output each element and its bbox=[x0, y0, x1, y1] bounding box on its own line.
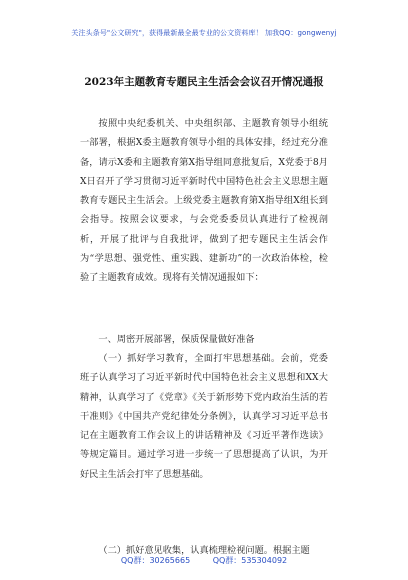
footer bbox=[0, 555, 408, 566]
footer-qq-group-1: QQ群：30265665 bbox=[120, 556, 191, 565]
paragraph-text: 按照中央纪委机关、中央组织部、主题教育领导小组统一部署，根据X委主题教育领导小组的具体安排，经过充分准备，请示X委和主题教育第X指导组同意批复后，X党委于8月X日召开了学习贯彻习近平新时代中国特色社会主义思想主题教育专题民主生活会。上级党委主题教育第X指导组X组长到会指导。按照会议要求，与会党委委员认真进行了检视剖析，开展了批评与自我批评，做到了把专题民主生活会作为“学思想、强党性、重实践、建新功”的一次政治体检，检验了主题教育成效。现将有关情况通报如下： bbox=[80, 118, 328, 284]
section-heading-text: 一、周密开展部署，保质保量做好准备 bbox=[98, 334, 255, 345]
subsection-paragraph bbox=[80, 349, 328, 484]
paragraph-text: （二）抓好意见收集，认真梳理检视问题。根据主题 bbox=[98, 545, 310, 556]
footer-qq-group-2: QQ群：535304092 bbox=[212, 556, 288, 565]
paragraph-text: （一）抓好学习教育，全面打牢思想基础。会前，党委班子认真学习了习近平新时代中国特色社会主义思想和XX大精神，认真学习了《党章》《关于新形势下党内政治生活的若干准则》《中国共产党纪律处分条例》，认真学习习近平总书记在主题教育工作会议上的讲话精神及《习近平著作选读》等规定篇目。通过学习进一步统一了思想提高了认识，为开好民主生活会打牢了思想基础。 bbox=[80, 353, 328, 480]
document-title: 2023年主题教育专题民主生活会会议召开情况通报 bbox=[84, 76, 324, 88]
header-note: 关注头条号"公文研究"，获得最新最全最专业的公文资料库！ 加我QQ：gongwenyj bbox=[71, 29, 337, 37]
intro-paragraph bbox=[80, 114, 328, 288]
section-heading bbox=[80, 330, 328, 349]
